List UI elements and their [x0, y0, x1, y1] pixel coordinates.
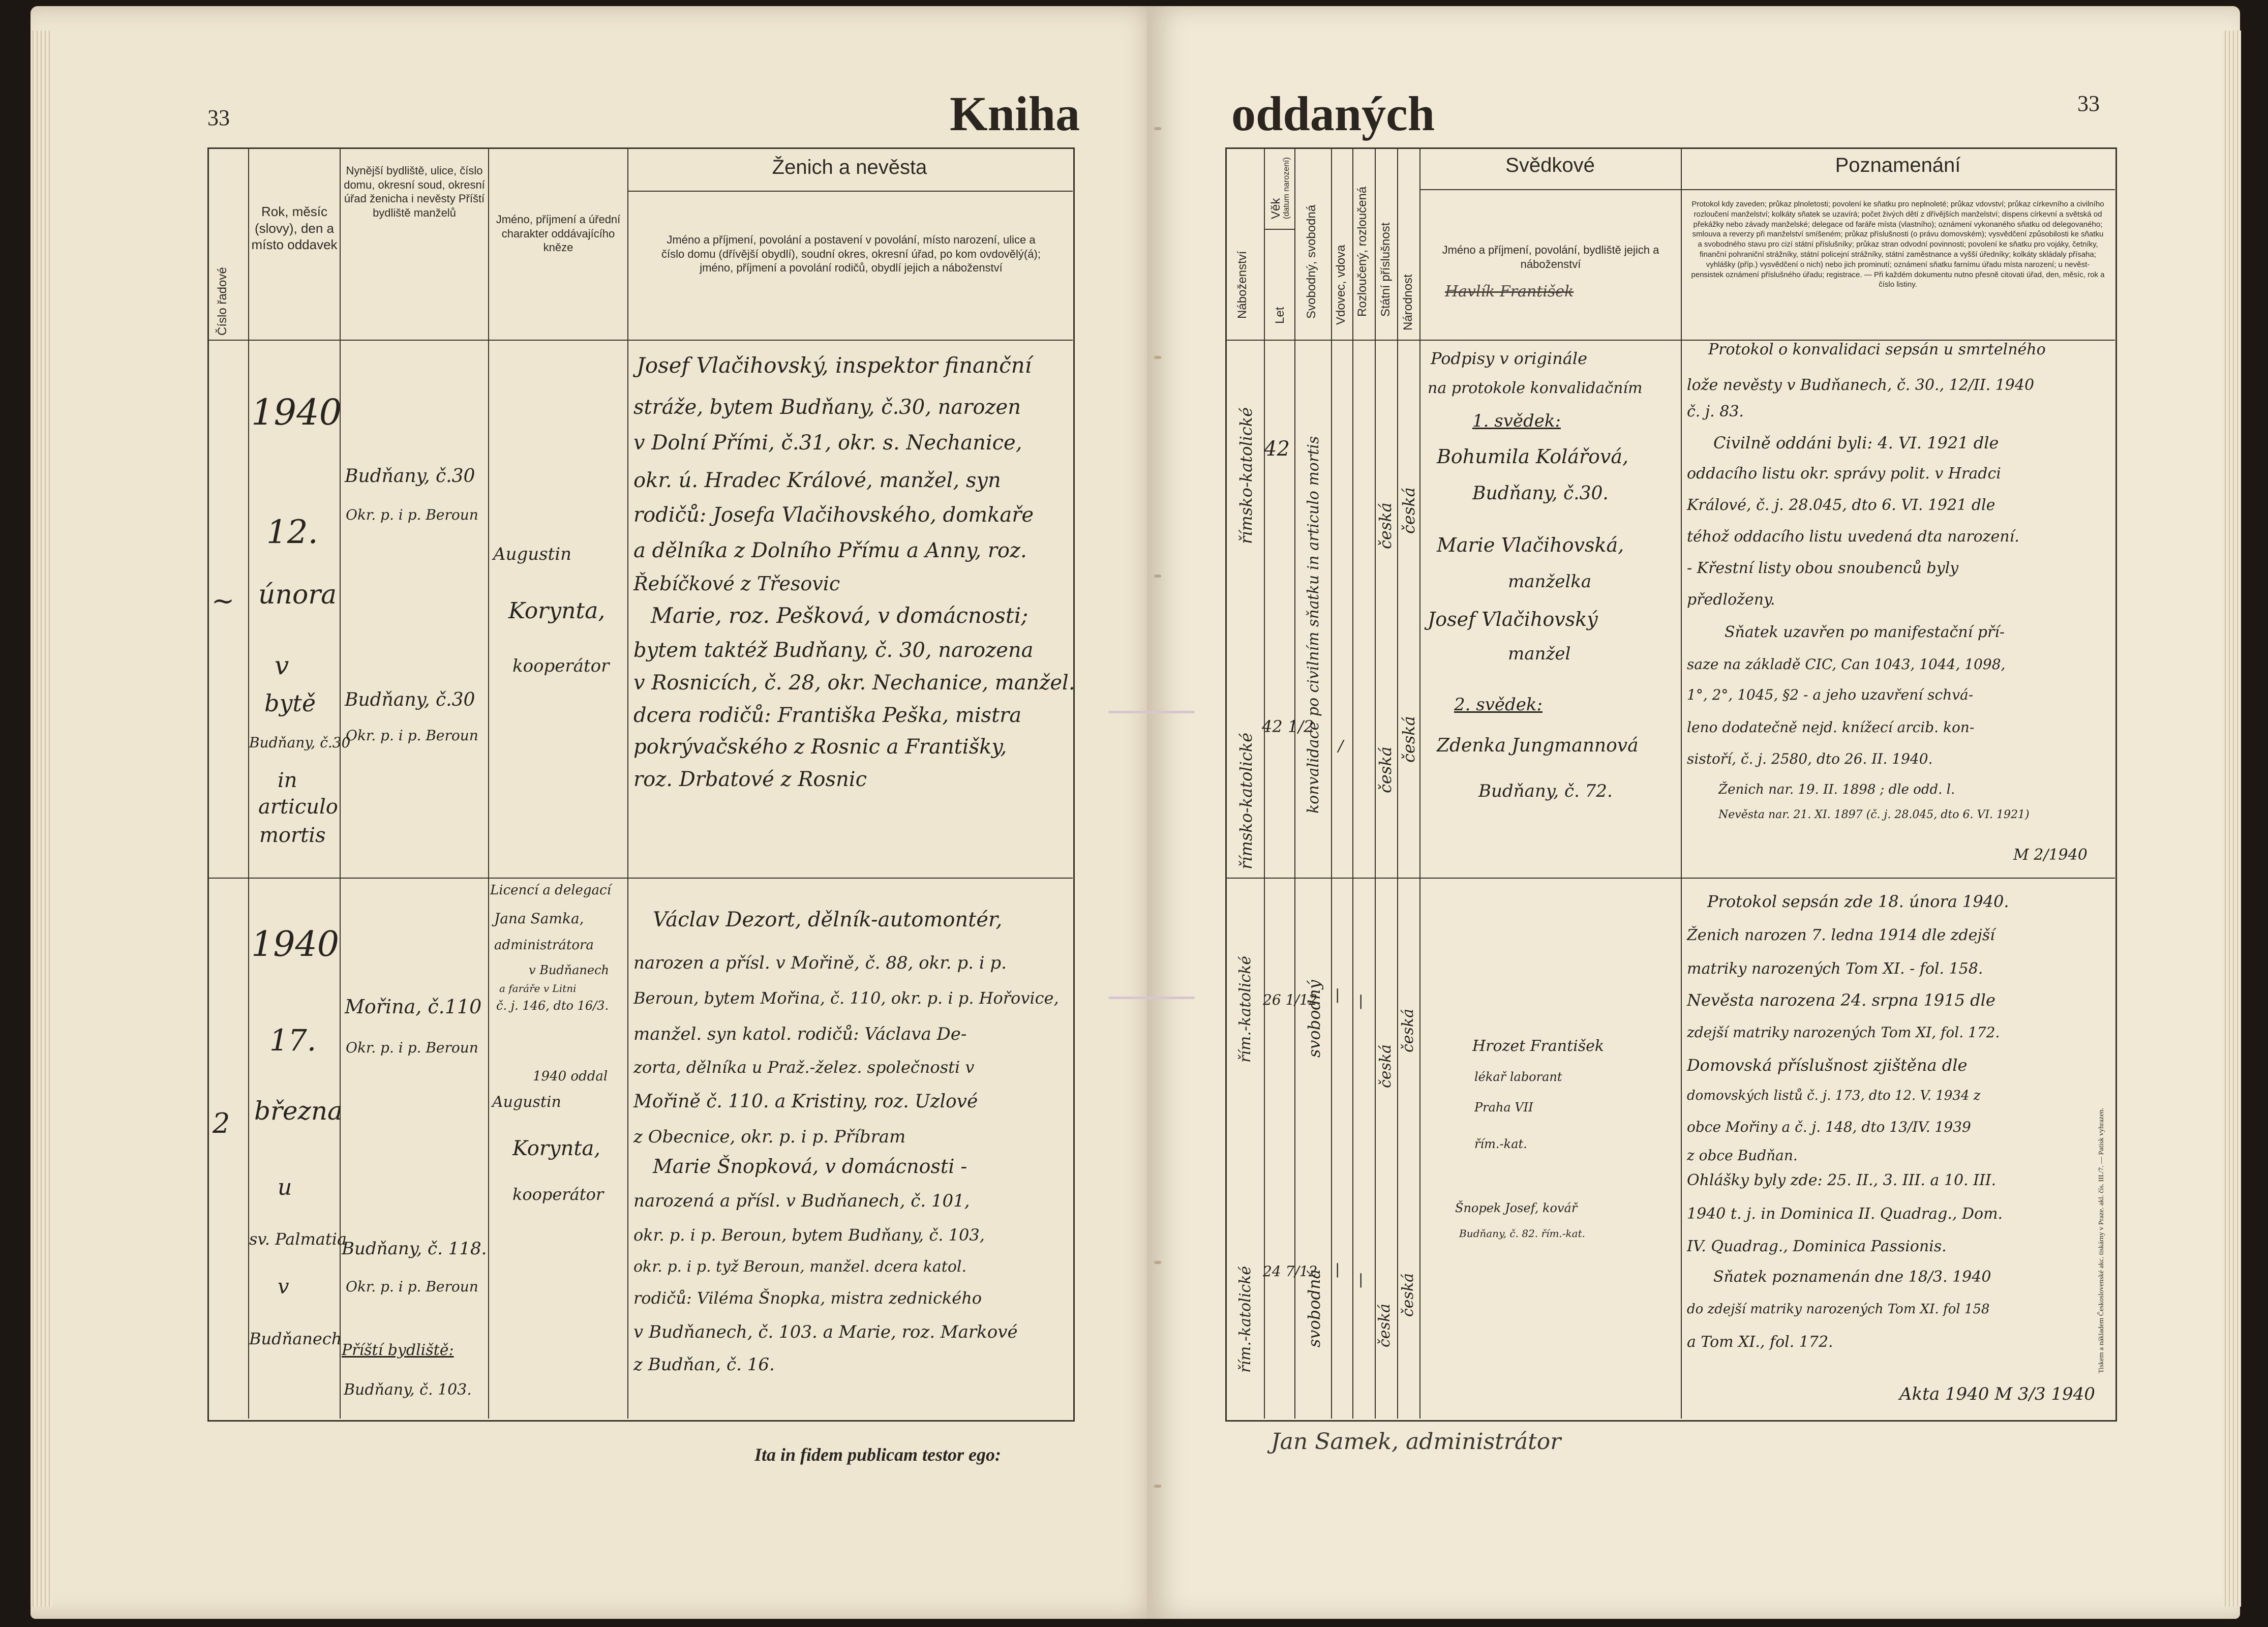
entry1-witness-line: Budňany, č.30. [1472, 483, 1609, 504]
entry2-future-res-label: Příští bydliště: [342, 1341, 454, 1359]
entry1-witness-line: Zdenka Jungmannová [1437, 735, 1639, 756]
entry2-note-line: Sňatek poznamenán dne 18/3. 1940 [1713, 1268, 1991, 1286]
entry1-age-bride: 42 1/2 [1262, 717, 1314, 736]
entry1-bride-line: bytem taktéž Budňany, č. 30, narozena [633, 639, 1034, 662]
entry2-future-res-value: Budňany, č. 103. [344, 1381, 472, 1399]
entry2-year: 1940 [251, 924, 340, 965]
col-zenich-title: Ženich a nevěsta [772, 156, 927, 178]
binding-thread [1108, 711, 1195, 713]
binding-stitch [1154, 127, 1161, 130]
col-zenich-sub: Jméno a příjmení, povolání a postavení v povolání, místo narození, ulice a číslo domu (dřívější obydlí), soudní okres, okresní úřad, po kom ovdovělý(á); jméno, příjmení a povolání rodičů, obydlí jejich a náboženství [661, 233, 1041, 274]
entry2-vdovec-dash-2: | [1335, 1261, 1340, 1278]
col-bydliste-header: Nynější bydliště, ulice, číslo domu, okresní soud, okresní úřad ženicha i nevěsty Příští bydliště manželů [344, 164, 485, 219]
entry2-age-groom: 26 1/12 [1263, 991, 1318, 1008]
col-let-header: Let [1273, 307, 1287, 324]
entry2-groom-line: Mořině č. 110. a Kristiny, roz. Uzlové [633, 1091, 978, 1112]
entry1-day: 12. [266, 514, 318, 551]
entry2-witness-line: řím.-kat. [1474, 1137, 1527, 1151]
entry1-note-line: leno dodatečně nejd. knížecí arcib. kon- [1687, 719, 1975, 736]
entry1-witness-line: manžel [1508, 644, 1571, 664]
entry2-witness-line: lékař laborant [1474, 1070, 1562, 1084]
entry2-note-line: Ohlášky byly zde: 25. II., 3. III. a 10. III. [1687, 1171, 1997, 1189]
binding-stitch [1154, 356, 1161, 359]
entry1-res-groom-1: Budňany, č.30 [345, 466, 475, 487]
entry2-priest-line: administrátora [494, 938, 594, 953]
col-svedkove-title: Svědkové [1505, 154, 1595, 176]
entry1-note-line: Civilně oddáni byli: 4. VI. 1921 dle [1713, 433, 1999, 453]
right-page-number: 33 [2077, 91, 2100, 116]
witness-struck-name: Havlík František [1445, 283, 1574, 300]
entry2-witness-line: Šnopek Josef, kovář [1455, 1201, 1578, 1215]
entry2-groom-line: manžel. syn katol. rodičů: Václava De- [633, 1024, 967, 1044]
entry1-note-line: Protokol o konvalidaci sepsán u smrtelného [1708, 341, 2046, 358]
entry1-groom-line: Josef Vlačihovský, inspektor finanční [637, 353, 1032, 378]
entry2-witness-line: Hrozet František [1472, 1037, 1605, 1055]
entry2-bride-line: Marie Šnopková, v domácnosti - [653, 1155, 967, 1178]
entry1-witness-line: Budňany, č. 72. [1478, 781, 1613, 801]
col-poznamenani-sub: Protokol kdy zaveden; průkaz plnoletosti; povolení ke sňatku pro neplnoleté; průkaz vdovství; průkaz církevního a civilního rozloučení manželství; kolkáty sňatek se uzavírá; počet živých dětí z dřívějších manželství; dispens církevní a světská od překážky nebo závady manželské; delegace od faráře místa (vlastního); oznámení vykonaného sňatku od delegovaného; smlouva a reverzy při manželství smíšeném; průkaz příslušnosti (o právu domovském); vysvědčení způsobilosti ke sňatku a svobodného stavu pro cizí státní příslušníky; průkaz stran odvodní povinnosti; povolení ke sňatku pro vojáky, četníky, finanční pohraniční strážníky, státní policejní strážníky, státní zaměstnance a vyšší úředníky; kolkáty skládaly přísaha; vyhlášky (příp.) vysvědčení o nich) nebo jich prominutí; oznámení sňatku farnímu úřadu místa narození; u nevěst-pensistek oznámení příslušného úřadu; registrace. — Při každém dokumentu nutno přesně citovati úřad, den, měsíc, rok a číslo listiny. [1691, 200, 2105, 289]
entry1-place-in: in [278, 769, 297, 792]
col-vek-header: Věk [1269, 198, 1283, 219]
entry1-priest-3: kooperátor [512, 656, 610, 676]
entry1-citizenship-groom: česká [1376, 502, 1395, 549]
entry2-note-line: obce Mořiny a č. j. 148, dto 13/IV. 1939 [1687, 1119, 1971, 1135]
entry1-groom-line: stráže, bytem Budňany, č.30, narozen [633, 396, 1021, 419]
entry1-bride-line: v Rosnicích, č. 28, okr. Nechanice, manžel. [633, 671, 1075, 695]
col-poznamenani-title: Poznamenání [1835, 154, 1961, 176]
entry2-religion-bride: řím.-katolické [1236, 1266, 1254, 1373]
entry1-groom-line: rodičů: Josefa Vlačihovského, domkaře [633, 503, 1034, 527]
entry2-month: března [254, 1096, 343, 1126]
col-svobodny-header: Svobodný, svobodná [1305, 204, 1318, 319]
right-register-table [1225, 147, 2117, 1422]
entry1-groom-line: v Dolní Přími, č.31, okr. s. Nechanice, [633, 431, 1022, 455]
entry1-witness-line: manželka [1508, 571, 1592, 592]
entry2-rozl-dash-2: | [1358, 1271, 1364, 1288]
col-statni-header: Státní příslušnost [1379, 222, 1393, 317]
title-left: Kniha [950, 86, 1080, 141]
entry2-religion-groom: řím.-katolické [1236, 955, 1254, 1063]
entry1-witness-line: Josef Vlačihovský [1428, 608, 1598, 630]
administrator-signature: Jan Samek, administrátor [1271, 1429, 1561, 1455]
entry2-note-line: a Tom XI., fol. 172. [1687, 1333, 1833, 1351]
entry1-groom-line: okr. ú. Hradec Králové, manžel, syn [633, 469, 1001, 492]
entry2-priest-line: 1940 oddal [533, 1069, 608, 1084]
left-page-number: 33 [207, 105, 230, 130]
entry2-place-church: sv. Palmatia [249, 1229, 347, 1249]
entry1-note-line: Nevěsta nar. 21. XI. 1897 (č. j. 28.045, dto 6. VI. 1921) [1718, 808, 2030, 821]
entry2-note-line: Ženich narozen 7. ledna 1914 dle zdejší [1687, 926, 1995, 944]
entry2-res-bride-1: Budňany, č. 118. [342, 1239, 487, 1259]
entry1-priest-1: Augustin [493, 544, 571, 564]
col-nabozenstvi-header: Náboženství [1235, 251, 1249, 319]
entry1-nationality-bride: česká [1399, 716, 1418, 763]
entry2-priest-line: kooperátor [512, 1185, 604, 1204]
entry1-bride-line: Marie, roz. Pešková, v domácnosti; [651, 603, 1029, 628]
entry1-note-line: lože nevěsty v Budňanech, č. 30., 12/II. 1940 [1687, 376, 2035, 394]
entry1-place-articulo: articulo [258, 795, 338, 819]
entry2-note-line: IV. Quadrag., Dominica Passionis. [1687, 1238, 1947, 1255]
binding-stitch [1154, 575, 1161, 578]
printer-imprint: Tiskem a nákladem Československé akc. tiskárny v Praze. akl. čís. III./7. — Patisk vyhrazen. [2098, 1107, 2105, 1374]
entry1-res-groom-2: Okr. p. i p. Beroun [346, 506, 478, 523]
entry2-vdovec-dash-1: | [1335, 986, 1340, 1003]
entry2-res-groom-2: Okr. p. i p. Beroun [346, 1039, 478, 1056]
entry1-citizenship-bride: česká [1376, 746, 1395, 793]
col-narodnost-header: Národnost [1401, 274, 1415, 330]
entry1-witness-line: Marie Vlačihovská, [1437, 534, 1624, 556]
col-vek-sub: (datum narození) [1282, 157, 1291, 219]
entry2-note-line: domovských listů č. j. 173, dto 12. V. 1934 z [1687, 1088, 1981, 1103]
entry1-witness-line: 2. svědek: [1454, 695, 1543, 715]
entry2-place-town: Budňanech [249, 1329, 342, 1348]
entry2-priest-line: v Budňanech [529, 963, 609, 977]
entry1-witness-line: 1. svědek: [1472, 411, 1561, 431]
entry1-note-line: oddacího listu okr. správy polit. v Hradci [1687, 465, 2001, 483]
col-svedkove-sub: Jméno a příjmení, povolání, bydliště jejich a náboženství [1442, 244, 1659, 270]
entry2-number: 2 [213, 1107, 230, 1139]
entry1-place-address: Budňany, č.30 [249, 734, 351, 751]
binding-stitch [1154, 1261, 1161, 1264]
entry1-note-line: sistoří, č. j. 2580, dto 26. II. 1940. [1687, 750, 1933, 767]
entry1-note-line: saze na základě CIC, Can 1043, 1044, 1098, [1687, 656, 2006, 673]
entry1-notes-signature: M 2/1940 [2013, 846, 2088, 864]
entry1-nationality-groom: česká [1399, 487, 1418, 534]
entry2-groom-line: Václav Dezort, dělník-automontér, [653, 908, 1003, 931]
binding-stitch [1154, 1485, 1161, 1488]
binding-thread [1108, 997, 1195, 999]
entry2-age-bride: 24 7/12 [1263, 1263, 1318, 1280]
col-vdovec-header: Vdovec, vdova [1334, 245, 1348, 325]
entry2-rozl-dash-1: | [1358, 992, 1364, 1009]
entry1-religion-groom: římsko-katolické [1236, 407, 1256, 544]
entry2-groom-line: zorta, dělníka u Praž.-želez. společnosti v [633, 1058, 975, 1077]
entry2-nationality-bride: česká [1399, 1273, 1417, 1317]
entry2-day: 17. [269, 1023, 317, 1058]
entry2-citizenship-groom: česká [1377, 1044, 1395, 1088]
title-right: oddaných [1231, 86, 1435, 141]
entry2-bride-line: z Budňan, č. 16. [633, 1354, 775, 1375]
entry2-groom-line: z Obecnice, okr. p. i p. Příbram [633, 1127, 906, 1147]
entry2-place-v: v [278, 1275, 289, 1299]
entry1-witness-line: na protokole konvalidačním [1428, 379, 1643, 397]
entry2-groom-line: Beroun, bytem Mořina, č. 110, okr. p. i p. Hořovice, [633, 988, 1059, 1008]
entry1-bride-line: pokrývačského z Rosnic a Františky, [633, 735, 1007, 759]
entry1-bride-line: roz. Drbatové z Rosnic [633, 768, 867, 791]
entry1-place-v: v [275, 651, 289, 680]
entry2-res-groom-1: Mořina, č.110 [345, 996, 482, 1018]
entry2-bride-line: okr. p. i p. Beroun, bytem Budňany, č. 103, [633, 1225, 985, 1245]
entry2-status-bride: svobodná [1305, 1269, 1324, 1347]
col-rozlouceny-header: Rozloučený, rozloučená [1355, 186, 1369, 317]
entry1-groom-line: a dělníka z Dolního Přímu a Anny, roz. [633, 539, 1027, 562]
entry1-place-byte: bytě [264, 689, 316, 717]
entry1-res-bride-2: Okr. p. i p. Beroun [346, 727, 478, 744]
entry2-nationality-groom: česká [1399, 1008, 1417, 1052]
entry2-place-u: u [278, 1174, 292, 1200]
entry2-witness-line: Budňany, č. 82. řím.-kat. [1459, 1227, 1585, 1240]
entry2-bride-line: narozená a přísl. v Budňanech, č. 101, [633, 1191, 970, 1211]
entry2-note-line: zdejší matriky narozených Tom XI, fol. 172. [1687, 1024, 2000, 1041]
right-page-edges [2222, 31, 2241, 1607]
col-kneze-header: Jméno, příjmení a úřední charakter oddávajícího kněze [496, 213, 621, 254]
entry1-priest-2: Korynta, [508, 598, 606, 624]
entry2-priest-line: Jana Samka, [494, 910, 584, 927]
entry2-note-line: matriky narozených Tom XI. - fol. 158. [1687, 960, 1983, 978]
col-rok-header: Rok, měsíc (slovy), den a místo oddavek [251, 204, 338, 252]
entry2-priest-line: a faráře v Litni [499, 982, 577, 995]
entry2-note-line: Nevěsta narozena 24. srpna 1915 dle [1687, 990, 1995, 1010]
entry2-citizenship-bride: česká [1376, 1303, 1394, 1347]
entry1-note-line: - Křestní listy obou snoubenců byly [1687, 559, 1959, 577]
entry1-number: ~ [211, 585, 235, 617]
entry1-note-line: Ženich nar. 19. II. 1898 ; dle odd. l. [1718, 782, 1955, 797]
entry1-note-line: Králové, č. j. 28.045, dto 6. VI. 1921 dle [1687, 496, 1995, 514]
entry2-priest-line: Korynta, [512, 1137, 601, 1160]
entry2-priest-line: č. j. 146, dto 16/3. [496, 999, 609, 1013]
left-page-edges [33, 31, 53, 1607]
entry2-res-bride-2: Okr. p. i p. Beroun [346, 1278, 478, 1295]
entry2-note-line: 1940 t. j. in Dominica II. Quadrag., Dom. [1687, 1205, 2003, 1223]
entry1-religion-bride: římsko-katolické [1236, 732, 1256, 869]
entry2-note-line: z obce Budňan. [1687, 1147, 1798, 1164]
attestation-text: Ita in fidem publicam testor ego: [754, 1444, 1001, 1465]
entry2-bride-line: okr. p. i p. tyž Beroun, manžel. dcera katol. [633, 1258, 967, 1276]
entry2-witness-line: Praha VII [1474, 1100, 1533, 1114]
entry1-bride-line: dcera rodičů: Františka Peška, mistra [633, 704, 1022, 727]
entry1-groom-line: Řebíčkové z Třesovic [633, 573, 840, 595]
entry2-note-line: do zdejší matriky narozených Tom XI. fol 158 [1687, 1302, 1990, 1317]
entry2-groom-line: narozen a přísl. v Mořině, č. 88, okr. p. i p. [633, 953, 1007, 973]
entry2-bride-line: rodičů: Viléma Šnopka, mistra zednického [633, 1288, 982, 1308]
entry1-note-line: předloženy. [1687, 591, 1775, 609]
entry2-note-line: Protokol sepsán zde 18. února 1940. [1707, 892, 2009, 911]
entry2-notes-signature: Akta 1940 M 3/3 1940 [1899, 1384, 2095, 1404]
entry1-status-note: konvalidace po civilním sňatku in articulo mortis [1305, 436, 1322, 814]
entry1-note-line: téhož oddacího listu uvedená dta narození. [1687, 528, 2019, 546]
entry1-witness-line: Bohumila Kolářová, [1437, 445, 1629, 468]
entry1-res-bride-1: Budňany, č.30 [345, 689, 475, 710]
col-cislo-header: Číslo řadové [216, 267, 229, 336]
entry1-place-mortis: mortis [259, 824, 326, 847]
entry1-note-line: č. j. 83. [1687, 403, 1744, 420]
entry2-priest-line: Licencí a delegací [490, 883, 611, 898]
entry1-age-groom: 42 [1264, 437, 1290, 461]
entry1-note-line: Sňatek uzavřen po manifestační pří- [1725, 623, 2005, 641]
entry1-year: 1940 [251, 391, 342, 433]
entry2-priest-line: Augustin [492, 1093, 561, 1111]
entry2-bride-line: v Budňanech, č. 103. a Marie, roz. Markové [633, 1322, 1018, 1342]
entry2-note-line: Domovská příslušnost zjištěna dle [1687, 1056, 1968, 1075]
entry1-note-line: 1°, 2°, 1045, §2 - a jeho uzavření schvá- [1687, 686, 1974, 703]
entry1-month: února [258, 580, 337, 610]
entry1-vdovec-dash: / [1338, 737, 1344, 755]
entry2-status-groom: svobodný [1305, 980, 1324, 1058]
entry1-witness-line: Podpisy v originále [1431, 349, 1587, 368]
